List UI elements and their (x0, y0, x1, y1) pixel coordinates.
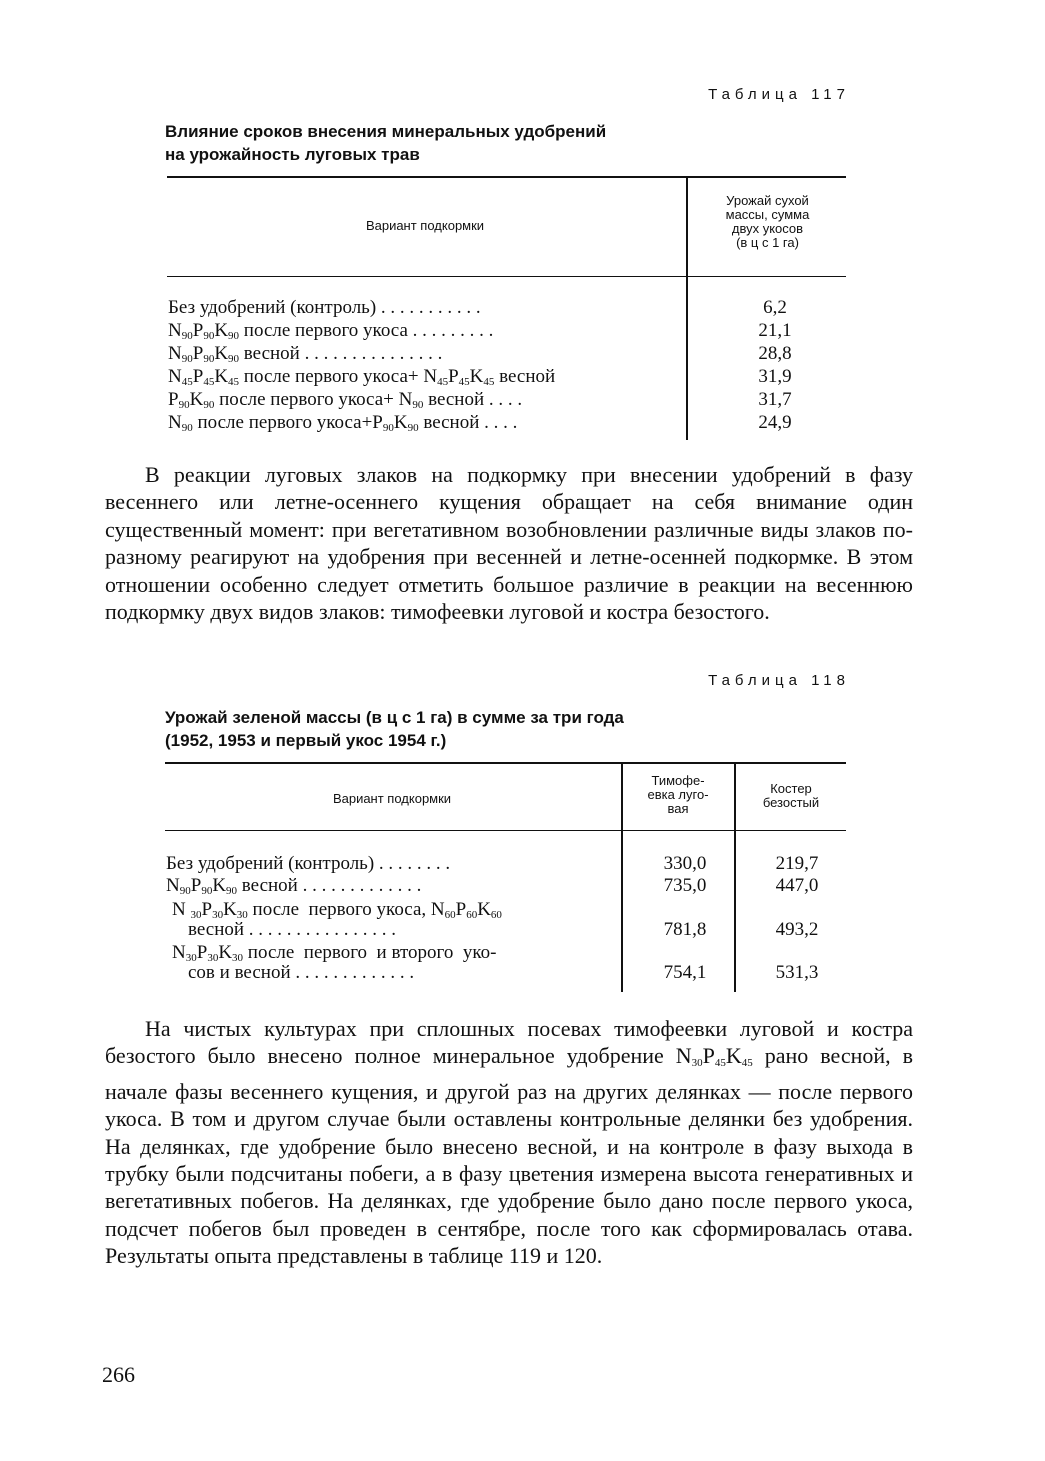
table-118-timothy-value: 754,1 (663, 962, 707, 983)
table-117-column-divider (686, 178, 688, 440)
brome-header-line: Костер (770, 781, 812, 796)
table-118-row-variant: Без удобрений (контроль) . . . . . . . . (166, 853, 451, 874)
table-117-header-yield (690, 194, 845, 250)
table-118-timothy-value: 735,0 (663, 875, 707, 896)
yield-header-line: двух укосов (731, 221, 804, 236)
table-118-title-line2: (1952, 1953 и первый укос 1954 г.) (165, 731, 447, 750)
table-118-row-variant: сов и весной . . . . . . . . . . . . . (188, 962, 415, 983)
table-117-row-value: 28,8 (758, 343, 792, 364)
table-117-header-variant: Вариант подкормки (365, 218, 485, 233)
table-118-title (165, 706, 785, 752)
body-paragraph-2: На чистых культурах при сплошных посевах тимофеевки луговой и костра безостого было внесено полное минеральное удобрение $N_{30}P_{45}K_{45}$ рано весной, в начале фазы весеннего кущения, и другой раз на других делянках — после первого укоса. В том и другом случае были оставлены контрольные делянки без удобрения. На делянках, где удобрение было внесено весной, и на контроле в фазу выхода в трубку были подсчитаны побеги, а в фазу цветения измерена высота генеративных и вегетативных побегов. На делянках, где удобрение было дано после первого укоса, подсчет побегов был проведен в сентябре, после того как сформировалась отава. Результаты опыта представлены в таблице 119 и 120. (105, 1016, 914, 1269)
table-117-row-value: 21,1 (758, 320, 792, 341)
table-118-header-variant: Вариант подкормки (332, 791, 452, 806)
table-117-row-variant: $N_{90}P_{90}K_{90}$ после первого укоса . . . . . . . . . (168, 320, 494, 342)
table-118-brome-value: 531,3 (775, 962, 819, 983)
table-117-row-variant: Без удобрений (контроль) . . . . . . . . . . . (168, 297, 481, 318)
yield-header-line: массы, сумма (725, 207, 810, 222)
table-118-timothy-value: 330,0 (663, 853, 707, 874)
table-117-row-value: 31,7 (758, 389, 792, 410)
table-117-row-value: 31,9 (758, 366, 792, 387)
table-117-row-variant: $P_{90}K_{90}$ после первого укоса+ $N_{90}$ весной . . . . (168, 389, 523, 411)
table-118-top-rule (165, 762, 846, 764)
timothy-header-line: евка луго- (647, 787, 709, 802)
table-117-number: Таблица 117 (708, 86, 850, 103)
table-117-row-variant: $N_{90}$ после первого $укоса+P_{90}K_{90}$ весной . . . . (168, 412, 518, 434)
table-118-header-brome (737, 782, 845, 810)
table-118-column-divider-2 (734, 764, 736, 992)
table-117-title-line2: на урожайность луговых трав (165, 145, 420, 164)
table-117-row-value: 24,9 (758, 412, 792, 433)
table-118-header-timothy (624, 774, 732, 816)
table-118-brome-value: 219,7 (775, 853, 819, 874)
table-118-row-variant: N $_{30}P_{30}K_{30}$ после первого укоса, $N_{60}P_{60}K_{60}$ (172, 899, 502, 921)
table-117-top-rule (167, 176, 846, 178)
yield-header-line: (в ц с 1 га) (736, 235, 799, 250)
timothy-header-line: Тимофе- (651, 773, 705, 788)
table-118-row-variant: весной . . . . . . . . . . . . . . . . (188, 919, 397, 940)
table-118-column-divider-1 (621, 764, 623, 992)
body-paragraph-1: В реакции луговых злаков на подкормку при внесении удобрений в фазу весеннего или летне-осеннего кущения обращает на себя внимание один существенный момент: при вегетативном возобновлении различные виды злаков по-разному реагируют на удобрения при весенней и летне-осенней подкормке. В этом отношении особенно следует отметить большое различие в реакции на весеннюю подкормку двух видов злаков: тимофеевки луговой и костра безостого. (105, 462, 913, 625)
table-118-row-variant: $N_{30}P_{30}K_{30}$ после первого и второго уко- (172, 942, 497, 964)
yield-header-line: Урожай сухой (726, 193, 809, 208)
table-117-header-rule (167, 276, 846, 277)
page-number: 266 (102, 1362, 135, 1387)
table-117-title-line1: Влияние сроков внесения минеральных удобрений (165, 122, 607, 141)
table-117-row-variant: $N_{45}P_{45}K_{45}$ после первого укоса+ $N_{45}P_{45}K_{45}$ весной (168, 366, 556, 388)
table-118-brome-value: 493,2 (775, 919, 819, 940)
table-117-row-variant: $N_{90}P_{90}K_{90}$ весной . . . . . . . . . . . . . . . (168, 343, 443, 365)
timothy-header-line: вая (667, 801, 689, 816)
table-118-title-line1: Урожай зеленой массы (в ц с 1 га) в сумме за три года (165, 708, 624, 727)
brome-header-line: безостый (762, 795, 820, 810)
table-118-header-rule (165, 830, 846, 831)
table-117-title (165, 120, 725, 166)
table-118-number: Таблица 118 (708, 672, 850, 689)
table-117-row-value: 6,2 (763, 297, 787, 318)
table-118-timothy-value: 781,8 (663, 919, 707, 940)
table-118-row-variant: $N_{90}P_{90}K_{90}$ весной . . . . . . . . . . . . . (166, 875, 422, 897)
table-118-brome-value: 447,0 (775, 875, 819, 896)
